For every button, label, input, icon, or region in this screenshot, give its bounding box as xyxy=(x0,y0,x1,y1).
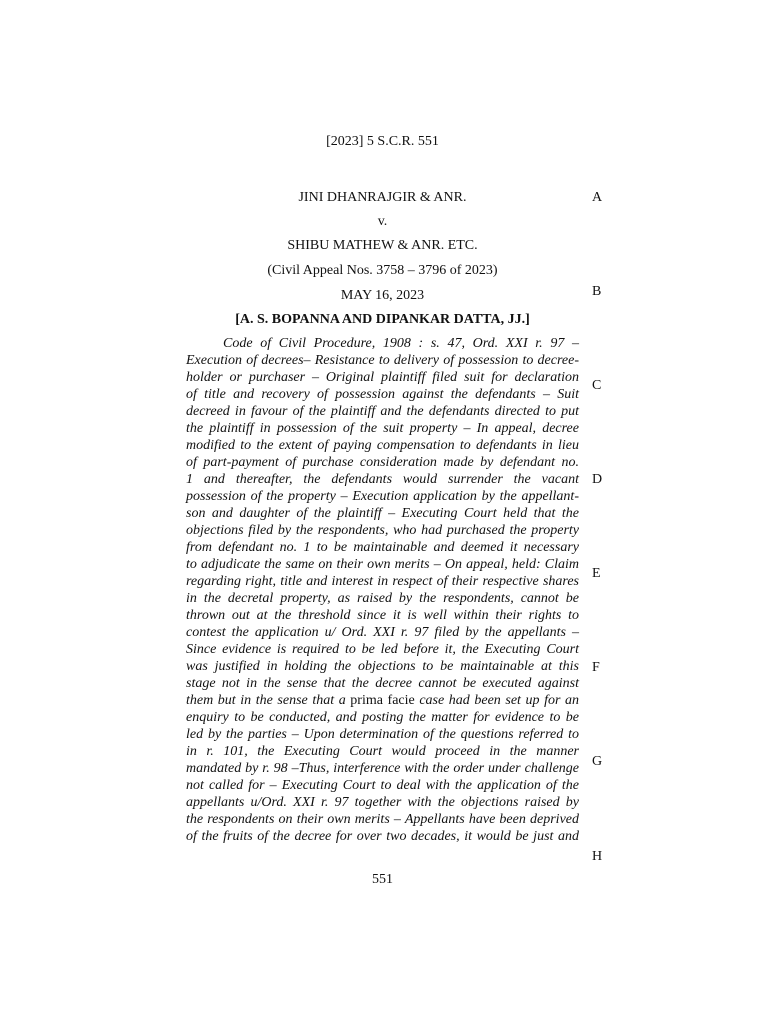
page-number: 551 xyxy=(372,872,393,887)
headnote-line: the respondents on their own merits – Appellants have been deprived xyxy=(186,812,579,827)
headnote-line: to adjudicate the same on their own merits – On appeal, held: Claim xyxy=(186,557,579,572)
headnote-text: them but in the sense that a xyxy=(186,693,346,708)
headnote-line: objections filed by the respondents, who had purchased the property xyxy=(186,523,579,538)
headnote-line: of the fruits of the decree for over two decades, it would be just and xyxy=(186,829,579,844)
headnote-line-mixed xyxy=(186,692,579,709)
headnote-line: thrown out at the threshold since it is well within their rights to xyxy=(186,608,579,623)
appellants-name: JINI DHANRAJGIR & ANR. xyxy=(298,190,467,205)
headnote-line: of part-payment of purchase consideration made by defendant no. xyxy=(186,455,579,470)
margin-letter-c: C xyxy=(592,378,602,393)
margin-letter-d: D xyxy=(592,472,603,487)
headnote-line: was justified in holding the objections to be maintainable at this xyxy=(186,659,579,674)
margin-letter-b: B xyxy=(592,284,602,299)
judgment-date: MAY 16, 2023 xyxy=(340,288,425,303)
versus-label: v. xyxy=(377,214,388,229)
headnote-line: son and daughter of the plaintiff – Executing Court held that the xyxy=(186,506,579,521)
headnote-line: from defendant no. 1 to be maintainable and deemed it necessary xyxy=(186,540,579,555)
headnote-line: appellants u/Ord. XXI r. 97 together with the objections raised by xyxy=(186,795,579,810)
respondents-name: SHIBU MATHEW & ANR. ETC. xyxy=(287,238,478,253)
headnote-line: led by the parties – Upon determination of the questions referred to xyxy=(186,727,579,742)
headnote-line: possession of the property – Execution application by the appellant- xyxy=(186,489,579,504)
headnote-line: of title and recovery of possession against the defendants – Suit xyxy=(186,387,579,402)
headnote-line: regarding right, title and interest in respect of their respective shares xyxy=(186,574,579,589)
headnote-line: Code of Civil Procedure, 1908 : s. 47, Ord. XXI r. 97 – xyxy=(223,336,579,351)
headnote-line: decreed in favour of the plaintiff and the defendants directed to put xyxy=(186,404,579,419)
headnote xyxy=(186,335,579,845)
headnote-line: stage not in the sense that the decree cannot be executed against xyxy=(186,676,579,691)
margin-letter-a: A xyxy=(592,190,603,205)
latin-phrase: prima facie xyxy=(350,693,415,708)
margin-letter-e: E xyxy=(592,566,601,581)
headnote-line: holder or purchaser – Original plaintiff filed suit for declaration xyxy=(186,370,579,385)
headnote-line: enquiry to be conducted, and posting the matter for evidence to be xyxy=(186,710,579,725)
headnote-line: 1 and thereafter, the defendants would surrender the vacant xyxy=(186,472,579,487)
headnote-text: case had been set up for an xyxy=(419,693,580,708)
margin-letter-f: F xyxy=(592,660,600,675)
headnote-line: modified to the extent of paying compensation to defendants in lieu xyxy=(186,438,579,453)
report-citation: [2023] 5 S.C.R. 551 xyxy=(326,134,439,149)
headnote-line: Execution of decrees– Resistance to delivery of possession to decree- xyxy=(186,353,579,368)
headnote-line: mandated by r. 98 –Thus, interference with the order under challenge xyxy=(186,761,579,776)
headnote-line: the plaintiff in possession of the suit property – In appeal, decree xyxy=(186,421,579,436)
headnote-line: in the decretal property, as raised by the respondents, cannot be xyxy=(186,591,579,606)
margin-letter-g: G xyxy=(592,754,603,769)
headnote-line: not called for – Executing Court to deal with the application of the xyxy=(186,778,579,793)
headnote-line: Since evidence is required to be led before it, the Executing Court xyxy=(186,642,579,657)
headnote-line: contest the application u/ Ord. XXI r. 97 filed by the appellants – xyxy=(186,625,579,640)
margin-letter-h: H xyxy=(592,849,603,864)
headnote-line: in r. 101, the Executing Court would proceed in the manner xyxy=(186,744,579,759)
bench-composition: [A. S. BOPANNA AND DIPANKAR DATTA, JJ.] xyxy=(235,312,530,327)
appeal-numbers: (Civil Appeal Nos. 3758 – 3796 of 2023) xyxy=(267,263,498,278)
